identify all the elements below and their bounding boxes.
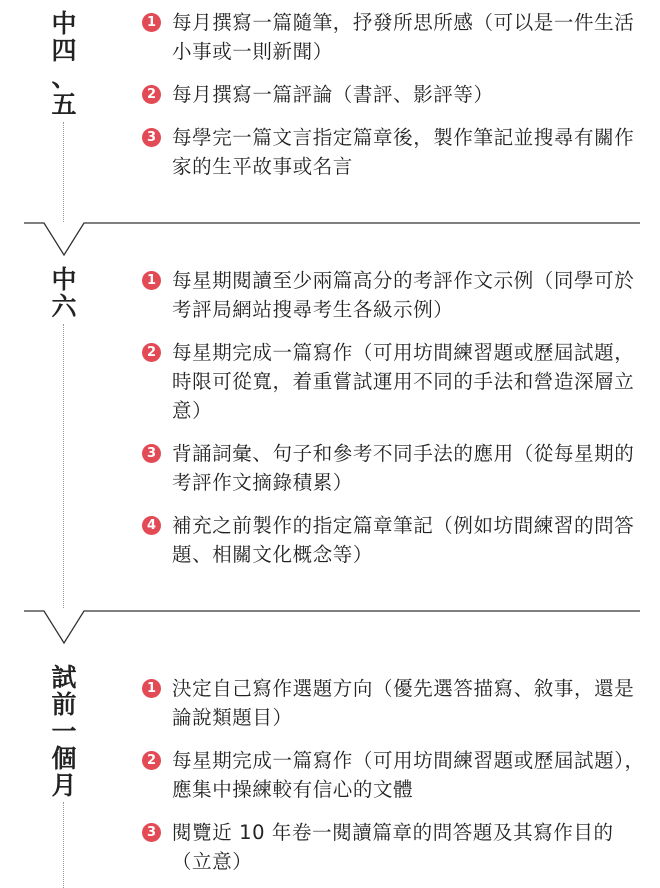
stage-label-char: 月	[51, 771, 77, 800]
number-badge: 3	[142, 823, 161, 842]
list-item	[142, 80, 647, 109]
task-list	[142, 266, 647, 569]
item-text: 背誦詞彙、句子和參考不同手法的應用（從每星期的考評作文摘錄積累）	[172, 442, 635, 494]
stage-label-char: 個	[51, 744, 77, 773]
number-badge: 3	[142, 444, 161, 463]
section-form-6	[0, 262, 660, 610]
item-text: 補充之前製作的指定篇章筆記（例如坊間練習的問答題、相關文化概念等）	[172, 514, 635, 566]
item-text: 每星期完成一篇寫作（可用坊間練習題或歷屆試題），應集中操練較有信心的文體	[172, 749, 645, 801]
number-badge: 1	[142, 13, 161, 32]
stage-label-char: 前	[51, 690, 77, 719]
stage-label	[44, 266, 84, 320]
timeline-divider	[0, 610, 660, 650]
item-text: 每星期完成一篇寫作（可用坊間練習題或歷屆試題，時限可從寬，着重嘗試運用不同的手法和營造深層立意）	[172, 341, 635, 422]
item-text: 每學完一篇文言指定篇章後，製作筆記並搜尋有關作家的生平故事或名言	[172, 126, 635, 178]
stage-label	[44, 10, 84, 118]
timeline-dotted-line	[63, 802, 64, 888]
list-item	[142, 511, 647, 569]
section-form-4-5	[0, 0, 660, 222]
stage-label-char: 中	[51, 9, 77, 38]
stage-label-char: 一	[51, 717, 77, 746]
item-text: 每月撰寫一篇隨筆，抒發所思所感（可以是一件生活小事或一則新聞）	[172, 11, 635, 63]
stage-label-char: 中	[51, 265, 77, 294]
number-badge: 2	[142, 751, 161, 770]
stage-label-char: 試	[51, 663, 77, 692]
list-item	[142, 746, 647, 804]
task-list	[142, 674, 647, 876]
timeline-dotted-line	[63, 122, 64, 222]
list-item	[142, 674, 647, 732]
list-item	[142, 818, 647, 876]
stage-label-char: 六	[51, 292, 77, 321]
number-badge: 1	[142, 679, 161, 698]
stage-label-char: 四	[51, 36, 77, 65]
item-text: 每星期閱讀至少兩篇高分的考評作文示例（同學可於考評局網站搜尋考生各級示例）	[172, 269, 635, 321]
list-item	[142, 8, 647, 66]
section-month-before-exam	[0, 650, 660, 888]
list-item	[142, 439, 647, 497]
task-list	[142, 8, 647, 181]
number-badge: 4	[142, 516, 161, 535]
list-item	[142, 266, 647, 324]
timeline-dotted-line	[63, 324, 64, 608]
stage-label	[44, 664, 84, 799]
number-badge: 2	[142, 85, 161, 104]
timeline-divider	[0, 222, 660, 262]
item-text: 閱覽近 10 年卷一閱讀篇章的問答題及其寫作目的（立意）	[172, 821, 614, 873]
number-badge: 3	[142, 128, 161, 147]
item-text: 每月撰寫一篇評論（書評、影評等）	[172, 83, 494, 106]
number-badge: 1	[142, 271, 161, 290]
item-text: 決定自己寫作選題方向（優先選答描寫、敘事，還是論說類題目）	[172, 677, 635, 729]
stage-label-char: 五	[51, 90, 77, 119]
list-item	[142, 123, 647, 181]
number-badge: 2	[142, 343, 161, 362]
stage-label-char: 、	[51, 63, 77, 92]
list-item	[142, 338, 647, 425]
